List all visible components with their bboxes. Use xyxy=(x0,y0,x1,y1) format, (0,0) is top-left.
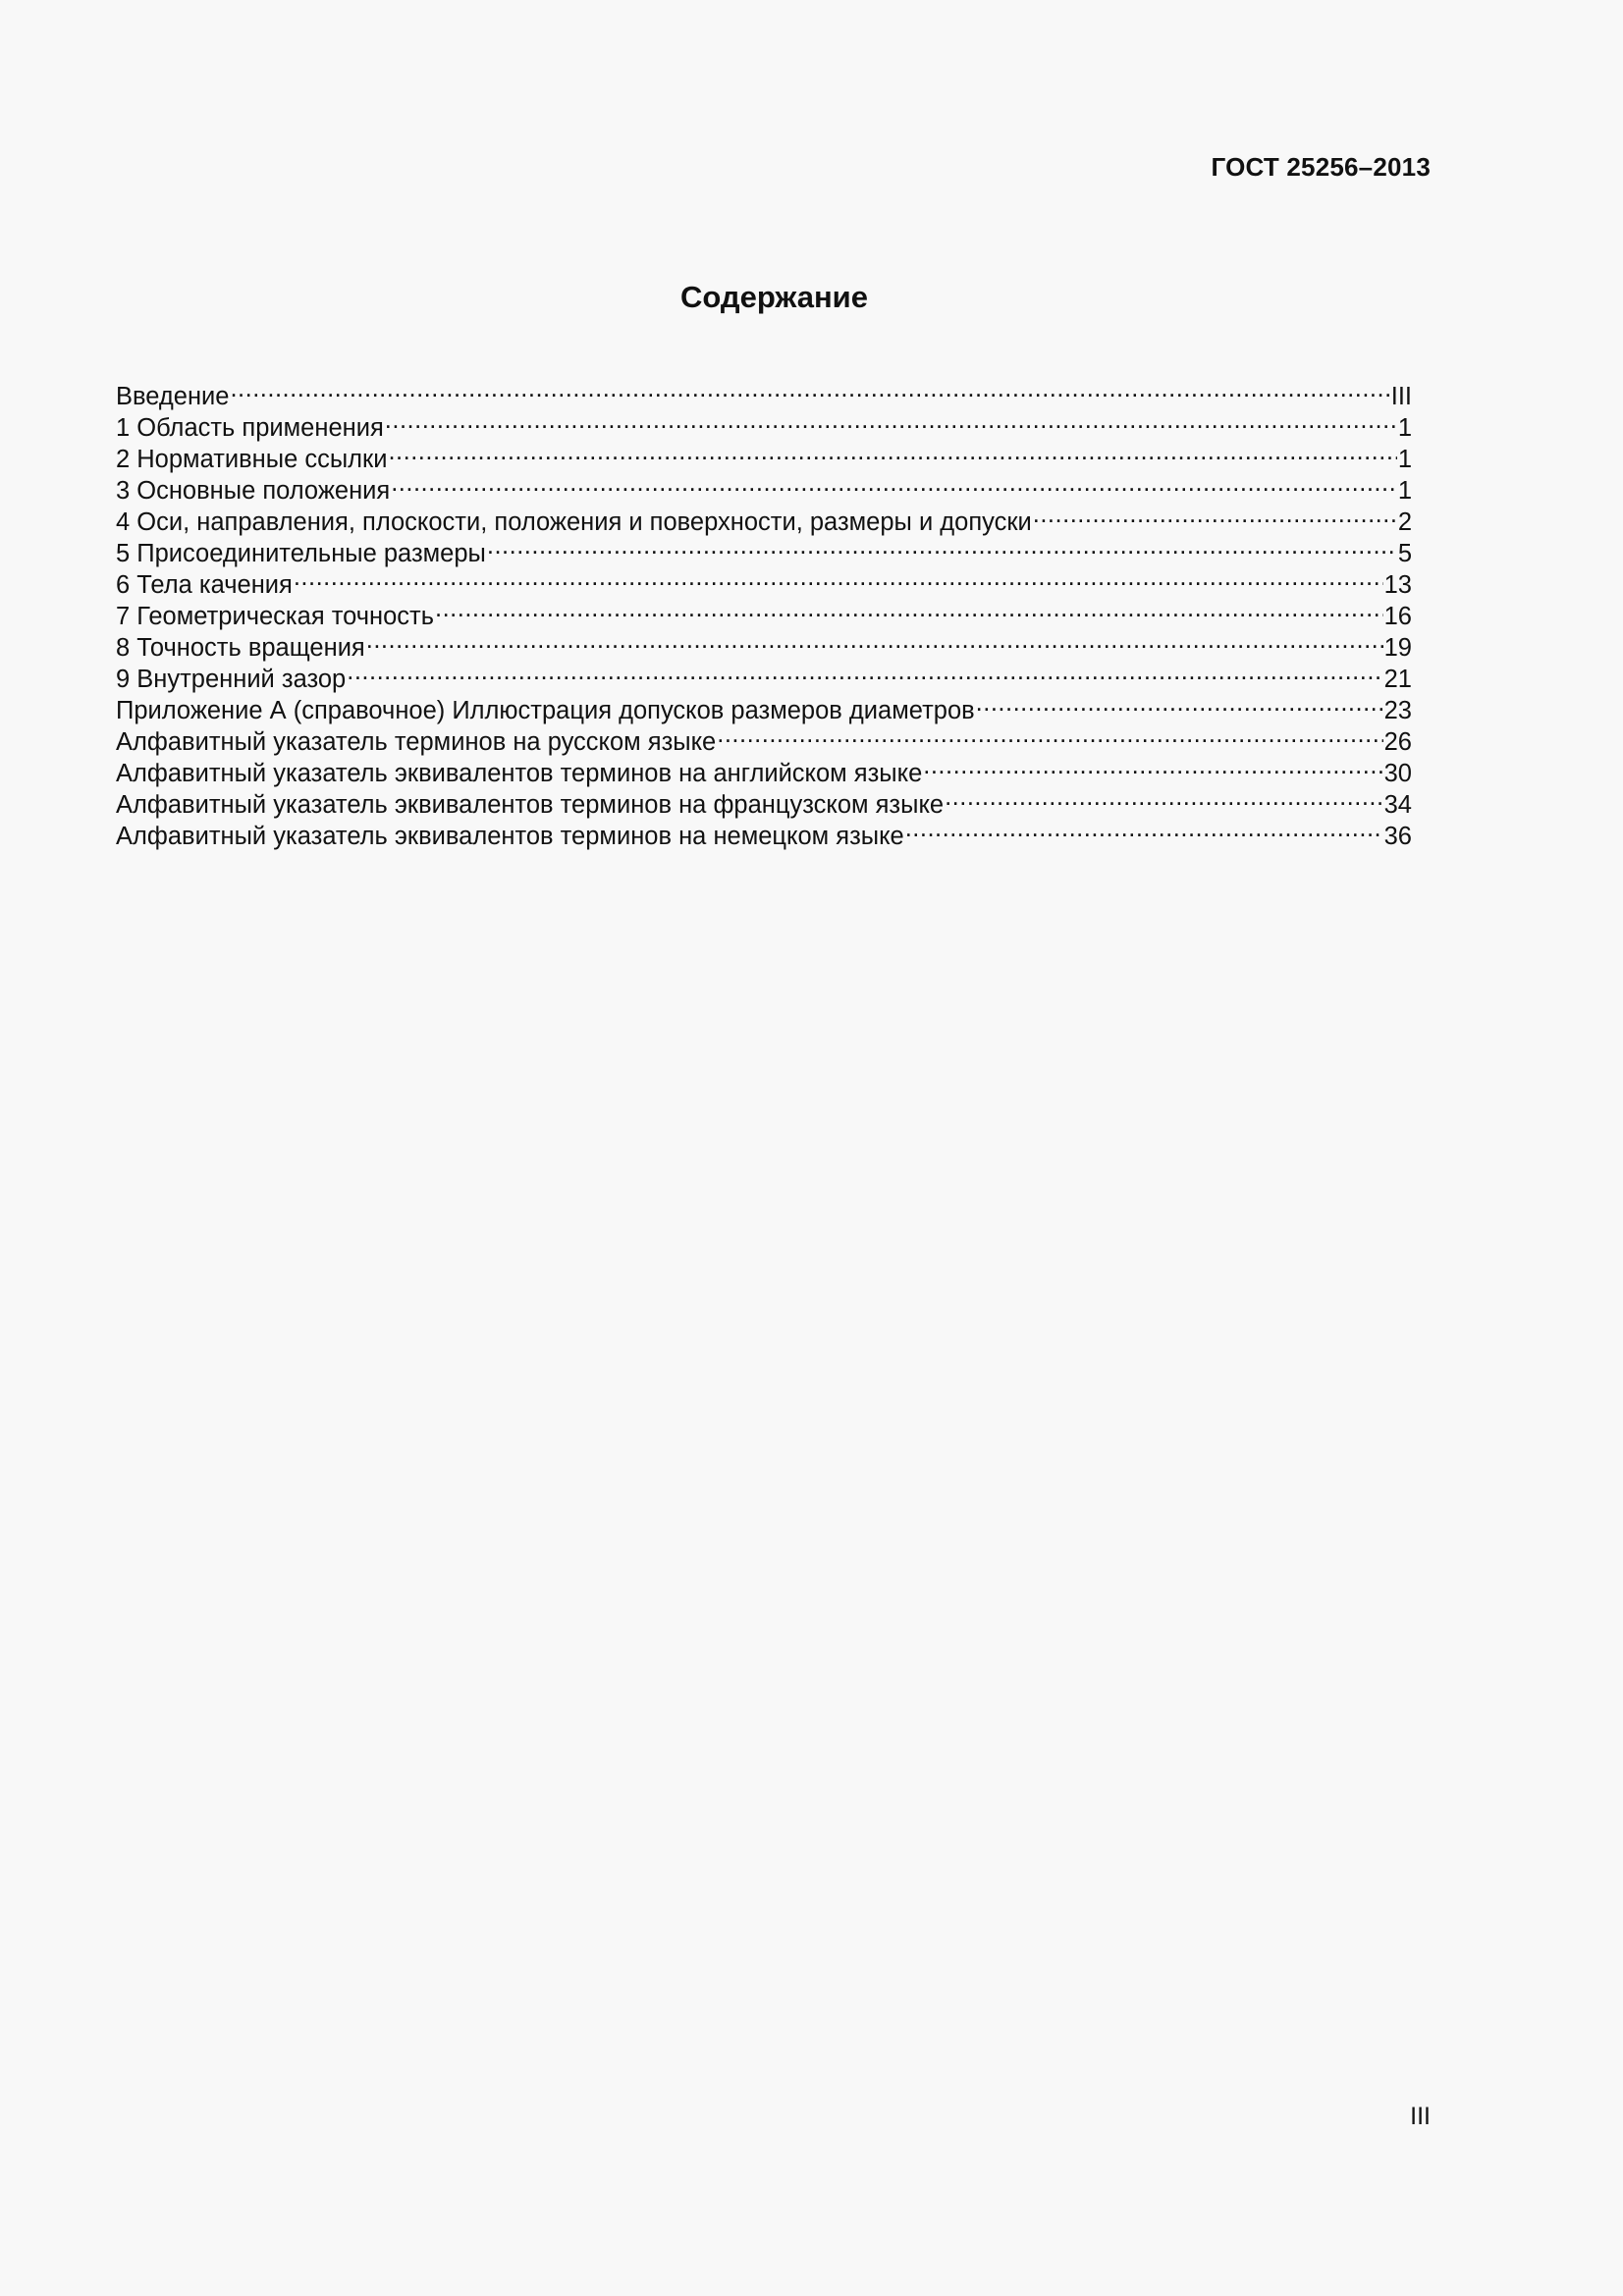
toc-entry-introduction[interactable] xyxy=(116,373,1412,410)
toc-entry-page: 30 xyxy=(1383,760,1412,787)
toc-entry-label: Введение xyxy=(116,383,230,410)
toc-entry-page: 2 xyxy=(1397,508,1412,536)
toc-entry-label: 9 Внутренний зазор xyxy=(116,666,347,693)
toc-dot-leader xyxy=(435,593,1383,624)
toc-dot-leader xyxy=(487,530,1397,561)
toc-dot-leader xyxy=(294,561,1383,593)
toc-entry-page: 13 xyxy=(1383,571,1412,599)
toc-entry-page: 5 xyxy=(1397,540,1412,567)
toc-dot-leader xyxy=(366,624,1383,656)
toc-entry-rolling-elements[interactable] xyxy=(116,561,1412,599)
toc-entry-label: Алфавитный указатель эквивалентов терминов на английском языке xyxy=(116,760,923,787)
page-number: III xyxy=(1410,2103,1431,2130)
toc-dot-leader xyxy=(945,781,1383,813)
toc-dot-leader xyxy=(976,687,1383,719)
toc-entry-geometric-accuracy[interactable] xyxy=(116,593,1412,630)
toc-dot-leader xyxy=(385,404,1397,436)
toc-entry-label: 3 Основные положения xyxy=(116,477,391,505)
toc-entry-page: III xyxy=(1390,383,1412,410)
toc-entry-scope[interactable] xyxy=(116,404,1412,442)
toc-dot-leader xyxy=(1033,499,1397,530)
toc-entry-label: 1 Область применения xyxy=(116,414,384,442)
toc-entry-page: 1 xyxy=(1397,414,1412,442)
toc-entry-page: 23 xyxy=(1383,697,1412,724)
toc-entry-label: 6 Тела качения xyxy=(116,571,293,599)
toc-entry-label: 8 Точность вращения xyxy=(116,634,365,662)
toc-dot-leader xyxy=(717,719,1382,750)
toc-entry-page: 26 xyxy=(1383,728,1412,756)
toc-entry-label: 4 Оси, направления, плоскости, положения и поверхности, размеры и допуски xyxy=(116,508,1032,536)
toc-entry-label: 5 Присоединительные размеры xyxy=(116,540,486,567)
toc-dot-leader xyxy=(905,813,1383,844)
toc-dot-leader xyxy=(230,373,1389,404)
toc-entry-page: 34 xyxy=(1383,791,1412,819)
toc-entry-page: 36 xyxy=(1383,823,1412,850)
toc-entry-label: 2 Нормативные ссылки xyxy=(116,446,388,473)
toc-dot-leader xyxy=(391,467,1397,499)
table-of-contents xyxy=(116,373,1412,850)
toc-entry-page: 16 xyxy=(1383,603,1412,630)
toc-dot-leader xyxy=(388,436,1396,467)
toc-entry-label: Алфавитный указатель эквивалентов терминов на французском языке xyxy=(116,791,945,819)
toc-entry-label: 7 Геометрическая точность xyxy=(116,603,434,630)
toc-entry-label: Приложение А (справочное) Иллюстрация допусков размеров диаметров xyxy=(116,697,975,724)
toc-dot-leader xyxy=(347,656,1382,687)
toc-entry-page: 21 xyxy=(1383,666,1412,693)
toc-entry-page: 19 xyxy=(1383,634,1412,662)
toc-entry-page: 1 xyxy=(1397,446,1412,473)
toc-entry-label: Алфавитный указатель эквивалентов терминов на немецком языке xyxy=(116,823,904,850)
toc-dot-leader xyxy=(923,750,1382,781)
toc-entry-label: Алфавитный указатель терминов на русском языке xyxy=(116,728,717,756)
toc-title: Содержание xyxy=(680,280,868,314)
standard-code-header: ГОСТ 25256–2013 xyxy=(1211,152,1431,182)
toc-entry-page: 1 xyxy=(1397,477,1412,505)
